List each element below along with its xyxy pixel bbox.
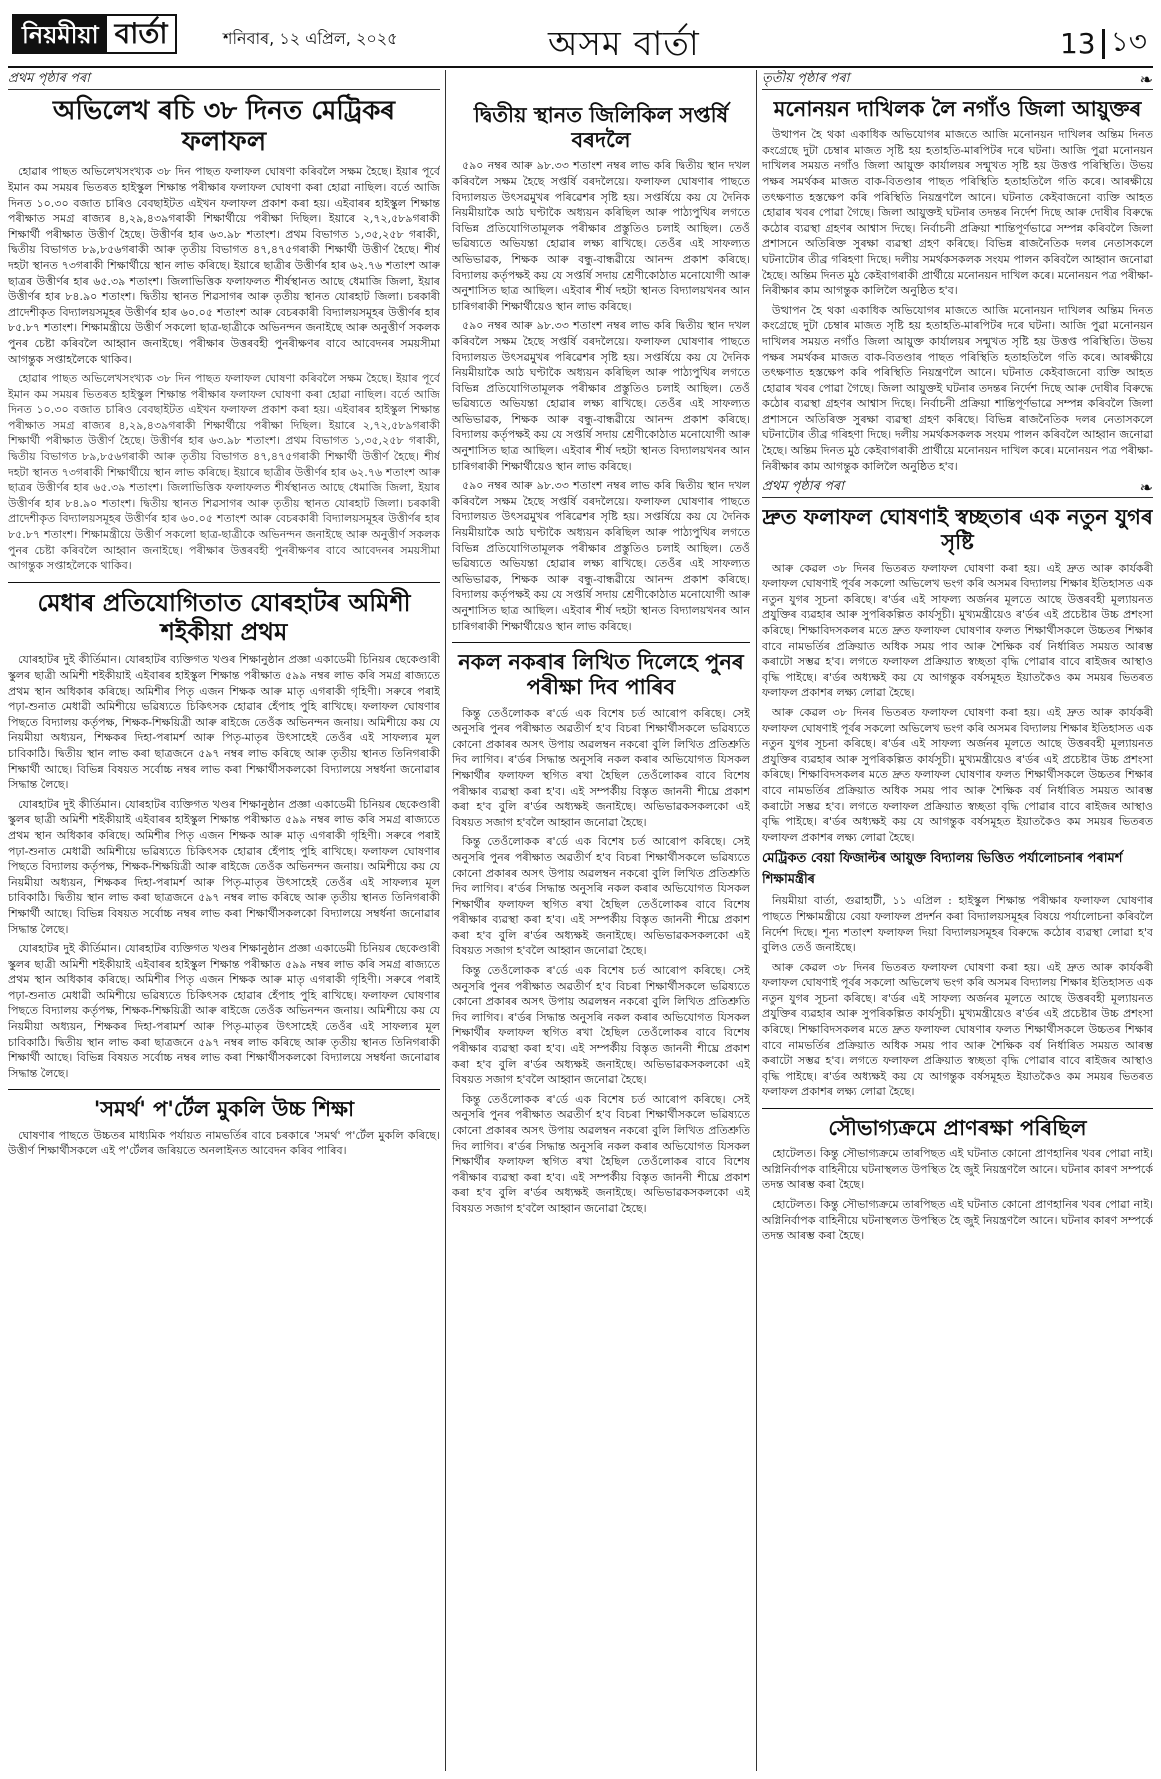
section-title: অসম বাৰ্তা [548,24,700,64]
article-separator [452,642,750,643]
headline-reexam-undertaking[interactable]: নকল নকৰাৰ লিখিত দিলেহে পুনৰ পৰীক্ষা দিব পাৰিব [458,649,744,700]
article-paragraph: কিন্তু তেওঁলোকক ৰ'ৰ্ডে এক বিশেষ চৰ্ত আৰোপ কৰিছে। সেই অনুসৰি পুনৰ পৰীক্ষাত অৱতীৰ্ণ হ'ব বিচৰা শিক্ষাৰ্থীসকলে ভৱিষ্যতে কোনো প্ৰকাৰৰ অসৎ উপায় অৱলম্বন নকৰো বুলি লিখিত প্ৰতিশ্ৰুতি দিব লাগিব। ৰ'ৰ্ডৰ সিদ্ধান্ত অনুসৰি নকল কৰাৰ অভিযোগত যিসকল শিক্ষাৰ্থীৰ ফলাফল স্থগিত ৰখা হৈছিল তেওঁলোকৰ বাবে বিশেষ পৰীক্ষাৰ ব্যৱস্থা কৰা হ'ব। এই সম্পৰ্কীয় বিস্তৃত জাননী শীঘ্ৰে প্ৰকাশ কৰা হ'ব বুলি ৰ'ৰ্ডৰ অধ্যক্ষই জনাইছে। অভিভাৱকসকলকো এই বিষয়ত সজাগ হ'বলৈ আহ্বান জনোৱা হৈছে। [452,1092,750,1215]
column-divider [756,70,757,1771]
article-body-education-minister [762,893,1153,1100]
headline-saptarshi-second[interactable]: দ্বিতীয় স্থানত জিলিকিল সপ্তৰ্ষি বৰদলৈ [473,102,729,153]
headline-narrow-escape[interactable]: সৌভাগ্যক্ৰমে প্ৰাণৰক্ষা পৰিছিল [828,1115,1087,1141]
article-paragraph: ৫৯০ নম্বৰ আৰু ৯৮.৩৩ শতাংশ নম্বৰ লাভ কৰি দ্বিতীয় স্থান দখল কৰিবলৈ সক্ষম হৈছে সপ্তৰ্ষি বৰদলৈয়ে। ফলাফল ঘোষণাৰ পাছতে বিদ্যালয়ত উৎসৱমুখৰ পৰিৱেশৰ সৃষ্টি হয়। সপ্তৰ্ষিয়ে কয় যে দৈনিক নিয়মীয়াকৈ আঠ ঘণ্টাকৈ অধ্যয়ন কৰিছিল আৰু পাঠ্যপুথিৰ লগতে বিভিন্ন প্ৰতিযোগিতামূলক পৰীক্ষাৰ প্ৰস্তুতিও চলাই আছিল। তেওঁ ভৱিষ্যতে অভিযন্তা হোৱাৰ লক্ষ্য ৰাখিছে। তেওঁৰ এই সাফল্যত অভিভাৱক, শিক্ষক আৰু বন্ধু-বান্ধৱীয়ে আনন্দ প্ৰকাশ কৰিছে। বিদ্যালয় কৰ্তৃপক্ষই কয় যে সপ্তৰ্ষি সদায় শ্ৰেণীকোঠাত মনোযোগী আৰু অনুশাসিত ছাত্ৰ আছিল। এইবাৰ শীৰ্ষ দহটা স্থানত বিদ্যালয়খনৰ আন চাৰিগৰাকী শিক্ষাৰ্থীয়েও স্থান লাভ কৰিছে। [452,479,750,633]
ornament-icon: ❧ [1139,70,1153,89]
column-right [762,70,1153,1771]
article-paragraph: যোৰহাটৰ দুই কীৰ্তিমান। যোৰহাটৰ ব্যক্তিগত খণ্ডৰ শিক্ষানুষ্ঠান প্ৰজ্ঞা একাডেমী চিনিয়ৰ ছেকেণ্ডাৰী স্কুলৰ ছাত্ৰী অমিশী শইকীয়াই এইবাৰৰ হাইস্কুল শিক্ষান্ত পৰীক্ষাত ৫৯৯ নম্বৰ লাভ কৰি সমগ্ৰ ৰাজ্যতে প্ৰথম স্থান অধিকাৰ কৰিছে। অমিশীৰ পিতৃ এজন শিক্ষক আৰু মাতৃ এগৰাকী গৃহিণী। সৰুৰে পৰাই পঢ়া-শুনাত মেধাৱী অমিশীয়ে ভৱিষ্যতে চিকিৎসক হোৱাৰ হেঁপাহ পুহি ৰাখিছে। ফলাফল ঘোষণাৰ পিছতে বিদ্যালয় কৰ্তৃপক্ষ, শিক্ষক-শিক্ষয়িত্ৰী আৰু ৰাইজে তেওঁক অভিনন্দন জনায়। অমিশীয়ে কয় যে নিয়মীয়া অধ্যয়ন, শিক্ষকৰ দিহা-পৰামৰ্শ আৰু পিতৃ-মাতৃৰ উৎসাহেই তেওঁৰ এই সাফল্যৰ মূল চাবিকাঠি। দ্বিতীয় স্থান লাভ কৰা ছাত্ৰজনে ৫৯৭ নম্বৰ লাভ কৰিছে আৰু তৃতীয় স্থানত তিনিগৰাকী শিক্ষাৰ্থী আছে। বিভিন্ন বিষয়ত সৰ্বোচ্চ নম্বৰ লাভ কৰা শিক্ষাৰ্থীসকলকো বিদ্যালয়ে সম্বৰ্ধনা জনোৱাৰ সিদ্ধান্ত লৈছে। [8,797,440,936]
masthead [8,6,1153,68]
continuation-label [762,478,1153,498]
continuation-label [8,70,440,90]
column-divider [445,70,446,1771]
article-paragraph: কিন্তু তেওঁলোকক ৰ'ৰ্ডে এক বিশেষ চৰ্ত আৰোপ কৰিছে। সেই অনুসৰি পুনৰ পৰীক্ষাত অৱতীৰ্ণ হ'ব বিচৰা শিক্ষাৰ্থীসকলে ভৱিষ্যতে কোনো প্ৰকাৰৰ অসৎ উপায় অৱলম্বন নকৰো বুলি লিখিত প্ৰতিশ্ৰুতি দিব লাগিব। ৰ'ৰ্ডৰ সিদ্ধান্ত অনুসৰি নকল কৰাৰ অভিযোগত যিসকল শিক্ষাৰ্থীৰ ফলাফল স্থগিত ৰখা হৈছিল তেওঁলোকৰ বাবে বিশেষ পৰীক্ষাৰ ব্যৱস্থা কৰা হ'ব। এই সম্পৰ্কীয় বিস্তৃত জাননী শীঘ্ৰে প্ৰকাশ কৰা হ'ব বুলি ৰ'ৰ্ডৰ অধ্যক্ষই জনাইছে। অভিভাৱকসকলকো এই বিষয়ত সজাগ হ'বলৈ আহ্বান জনোৱা হৈছে। [452,706,750,829]
column-top-spacer [452,70,750,96]
article-paragraph: ৫৯০ নম্বৰ আৰু ৯৮.৩৩ শতাংশ নম্বৰ লাভ কৰি দ্বিতীয় স্থান দখল কৰিবলৈ সক্ষম হৈছে সপ্তৰ্ষি বৰদলৈয়ে। ফলাফল ঘোষণাৰ পাছতে বিদ্যালয়ত উৎসৱমুখৰ পৰিৱেশৰ সৃষ্টি হয়। সপ্তৰ্ষিয়ে কয় যে দৈনিক নিয়মীয়াকৈ আঠ ঘণ্টাকৈ অধ্যয়ন কৰিছিল আৰু পাঠ্যপুথিৰ লগতে বিভিন্ন প্ৰতিযোগিতামূলক পৰীক্ষাৰ প্ৰস্তুতিও চলাই আছিল। তেওঁ ভৱিষ্যতে অভিযন্তা হোৱাৰ লক্ষ্য ৰাখিছে। তেওঁৰ এই সাফল্যত অভিভাৱক, শিক্ষক আৰু বন্ধু-বান্ধৱীয়ে আনন্দ প্ৰকাশ কৰিছে। বিদ্যালয় কৰ্তৃপক্ষই কয় যে সপ্তৰ্ষি সদায় শ্ৰেণীকোঠাত মনোযোগী আৰু অনুশাসিত ছাত্ৰ আছিল। এইবাৰ শীৰ্ষ দহটা স্থানত বিদ্যালয়খনৰ আন চাৰিগৰাকী শিক্ষাৰ্থীয়েও স্থান লাভ কৰিছে। [452,159,750,313]
article-body-metric-results [8,164,440,573]
article-paragraph: কিন্তু তেওঁলোকক ৰ'ৰ্ডে এক বিশেষ চৰ্ত আৰোপ কৰিছে। সেই অনুসৰি পুনৰ পৰীক্ষাত অৱতীৰ্ণ হ'ব বিচৰা শিক্ষাৰ্থীসকলে ভৱিষ্যতে কোনো প্ৰকাৰৰ অসৎ উপায় অৱলম্বন নকৰো বুলি লিখিত প্ৰতিশ্ৰুতি দিব লাগিব। ৰ'ৰ্ডৰ সিদ্ধান্ত অনুসৰি নকল কৰাৰ অভিযোগত যিসকল শিক্ষাৰ্থীৰ ফলাফল স্থগিত ৰখা হৈছিল তেওঁলোকৰ বাবে বিশেষ পৰীক্ষাৰ ব্যৱস্থা কৰা হ'ব। এই সম্পৰ্কীয় বিস্তৃত জাননী শীঘ্ৰে প্ৰকাশ কৰা হ'ব বুলি ৰ'ৰ্ডৰ অধ্যক্ষই জনাইছে। অভিভাৱকসকলকো এই বিষয়ত সজাগ হ'বলৈ আহ্বান জনোৱা হৈছে। [452,964,750,1087]
newspaper-logo[interactable] [12,14,177,54]
continuation-text: তৃতীয় পৃষ্ঠাৰ পৰা [762,71,850,86]
article-body-amishi [8,652,440,1081]
article-paragraph: হোৱাৰ পাছত অভিলেখসংখ্যক ৩৮ দিন পাছত ফলাফল ঘোষণা কৰিবলৈ সক্ষম হৈছে। ইয়াৰ পূৰ্বে ইমান কম সময়ৰ ভিতৰত হাইস্কুল শিক্ষান্ত পৰীক্ষাৰ ফলাফল ঘোষণা কৰা হোৱা নাছিল। বৰ্তে আজি দিনত ১০.৩০ বজাত চাৰিও বেবছাইটত এইখন ফলাফল প্ৰকাশ কৰা হয়। এইবাৰৰ হাইস্কুল শিক্ষান্ত পৰীক্ষাত সমগ্ৰ ৰাজ্যৰ ৪,২৯,৪৩৯গৰাকী শিক্ষাৰ্থীয়ে পৰীক্ষা দিছিল। ইয়াৰে ২,৭২,৫৮৯গৰাকী শিক্ষাৰ্থী পৰীক্ষাত উত্তীৰ্ণ হৈছে। উত্তীৰ্ণৰ হাৰ ৬৩.৯৮ শতাংশ। প্ৰথম বিভাগত ১,৩৫,২৫৮ গৰাকী, দ্বিতীয় বিভাগত ৮৯,৮৫৬গৰাকী আৰু তৃতীয় বিভাগত ৪৭,৪৭৫গৰাকী শিক্ষাৰ্থী উত্তীৰ্ণ হৈছে। শীৰ্ষ দহটা স্থানত ৭৩গৰাকী শিক্ষাৰ্থীয়ে স্থান লাভ কৰিছে। ইয়াৰে ছাত্ৰীৰ উত্তীৰ্ণৰ হাৰ ৬২.৭৬ শতাংশ আৰু ছাত্ৰৰ উত্তীৰ্ণৰ হাৰ ৬৫.৩৯ শতাংশ। জিলাভিত্তিক ফলাফলত শীৰ্ষস্থানত আছে ধেমাজি জিলা, ইয়াৰ উত্তীৰ্ণৰ হাৰ ৮৪.৯০ শতাংশ। দ্বিতীয় স্থানত শিৱসাগৰ আৰু তৃতীয় স্থানত যোৰহাট জিলা। চৰকাৰী প্ৰাদেশীকৃত বিদ্যালয়সমূহৰ উত্তীৰ্ণৰ হাৰ ৬০.০৫ শতাংশ আৰু বেচৰকাৰী বিদ্যালয়সমূহৰ উত্তীৰ্ণৰ হাৰ ৮৫.৮৭ শতাংশ। শিক্ষামন্ত্ৰীয়ে উত্তীৰ্ণ সকলো ছাত্ৰ-ছাত্ৰীকে অভিনন্দন জনাইছে আৰু অনুত্তীৰ্ণ সকলক পুনৰ চেষ্টা কৰিবলৈ আহ্বান জনাইছে। পৰীক্ষাৰ উত্তৰবহী পুনৰীক্ষণৰ বাবে আবেদনৰ সময়সীমা আগন্তুক সপ্তাহলৈকে থাকিব। [8,165,440,366]
article-paragraph: ৫৯০ নম্বৰ আৰু ৯৮.৩৩ শতাংশ নম্বৰ লাভ কৰি দ্বিতীয় স্থান দখল কৰিবলৈ সক্ষম হৈছে সপ্তৰ্ষি বৰদলৈয়ে। ফলাফল ঘোষণাৰ পাছতে বিদ্যালয়ত উৎসৱমুখৰ পৰিৱেশৰ সৃষ্টি হয়। সপ্তৰ্ষিয়ে কয় যে দৈনিক নিয়মীয়াকৈ আঠ ঘণ্টাকৈ অধ্যয়ন কৰিছিল আৰু পাঠ্যপুথিৰ লগতে বিভিন্ন প্ৰতিযোগিতামূলক পৰীক্ষাৰ প্ৰস্তুতিও চলাই আছিল। তেওঁ ভৱিষ্যতে অভিযন্তা হোৱাৰ লক্ষ্য ৰাখিছে। তেওঁৰ এই সাফল্যত অভিভাৱক, শিক্ষক আৰু বন্ধু-বান্ধৱীয়ে আনন্দ প্ৰকাশ কৰিছে। বিদ্যালয় কৰ্তৃপক্ষই কয় যে সপ্তৰ্ষি সদায় শ্ৰেণীকোঠাত মনোযোগী আৰু অনুশাসিত ছাত্ৰ আছিল। এইবাৰ শীৰ্ষ দহটা স্থানত বিদ্যালয়খনৰ আন চাৰিগৰাকী শিক্ষাৰ্থীয়েও স্থান লাভ কৰিছে। [452,319,750,473]
article-body-nagaon [762,127,1153,474]
continuation-text: প্ৰথম পৃষ্ঠাৰ পৰা [762,479,844,495]
column-left [8,70,440,1771]
article-paragraph: যোৰহাটৰ দুই কীৰ্তিমান। যোৰহাটৰ ব্যক্তিগত খণ্ডৰ শিক্ষানুষ্ঠান প্ৰজ্ঞা একাডেমী চিনিয়ৰ ছেকেণ্ডাৰী স্কুলৰ ছাত্ৰী অমিশী শইকীয়াই এইবাৰৰ হাইস্কুল শিক্ষান্ত পৰীক্ষাত ৫৯৯ নম্বৰ লাভ কৰি সমগ্ৰ ৰাজ্যতে প্ৰথম স্থান অধিকাৰ কৰিছে। অমিশীৰ পিতৃ এজন শিক্ষক আৰু মাতৃ এগৰাকী গৃহিণী। সৰুৰে পৰাই পঢ়া-শুনাত মেধাৱী অমিশীয়ে ভৱিষ্যতে চিকিৎসক হোৱাৰ হেঁপাহ পুহি ৰাখিছে। ফলাফল ঘোষণাৰ পিছতে বিদ্যালয় কৰ্তৃপক্ষ, শিক্ষক-শিক্ষয়িত্ৰী আৰু ৰাইজে তেওঁক অভিনন্দন জনায়। অমিশীয়ে কয় যে নিয়মীয়া অধ্যয়ন, শিক্ষকৰ দিহা-পৰামৰ্শ আৰু পিতৃ-মাতৃৰ উৎসাহেই তেওঁৰ এই সাফল্যৰ মূল চাবিকাঠি। দ্বিতীয় স্থান লাভ কৰা ছাত্ৰজনে ৫৯৭ নম্বৰ লাভ কৰিছে আৰু তৃতীয় স্থানত তিনিগৰাকী শিক্ষাৰ্থী আছে। বিভিন্ন বিষয়ত সৰ্বোচ্চ নম্বৰ লাভ কৰা শিক্ষাৰ্থীসকলকো বিদ্যালয়ে সম্বৰ্ধনা জনোৱাৰ সিদ্ধান্ত লৈছে। [8,653,440,792]
article-body-fast-results [762,561,1153,846]
article-body-narrow-escape [762,1146,1153,1244]
page-number-as: ১৩ [1110,25,1147,58]
headline-nagaon-nomination[interactable]: মনোনয়ন দাখিলক লৈ নগাঁও জিলা আয়ুক্তৰ [773,96,1142,121]
article-paragraph: কিন্তু তেওঁলোকক ৰ'ৰ্ডে এক বিশেষ চৰ্ত আৰোপ কৰিছে। সেই অনুসৰি পুনৰ পৰীক্ষাত অৱতীৰ্ণ হ'ব বিচৰা শিক্ষাৰ্থীসকলে ভৱিষ্যতে কোনো প্ৰকাৰৰ অসৎ উপায় অৱলম্বন নকৰো বুলি লিখিত প্ৰতিশ্ৰুতি দিব লাগিব। ৰ'ৰ্ডৰ সিদ্ধান্ত অনুসৰি নকল কৰাৰ অভিযোগত যিসকল শিক্ষাৰ্থীৰ ফলাফল স্থগিত ৰখা হৈছিল তেওঁলোকৰ বাবে বিশেষ পৰীক্ষাৰ ব্যৱস্থা কৰা হ'ব। এই সম্পৰ্কীয় বিস্তৃত জাননী শীঘ্ৰে প্ৰকাশ কৰা হ'ব বুলি ৰ'ৰ্ডৰ অধ্যক্ষই জনাইছে। অভিভাৱকসকলকো এই বিষয়ত সজাগ হ'বলৈ আহ্বান জনোৱা হৈছে। [452,835,750,958]
continuation-text: প্ৰথম পৃষ্ঠাৰ পৰা [8,71,90,86]
article-paragraph: উত্থাপন হৈ থকা একাধিক অভিযোগৰ মাজতে আজি মনোনয়ন দাখিলৰ অন্তিম দিনত কংগ্ৰেছে দুটা চেম্বাৰ মাজত সৃষ্টি হয় হতাহতি-মাৰপিটৰ দৰে ঘটনা। আজি পুৱা মনোনয়ন দাখিলৰ সময়ত নগাঁও জিলা আয়ুক্ত কাৰ্যালয়ৰ সন্মুখত সৃষ্টি হয় উত্তপ্ত পৰিস্থিতি। উভয় পক্ষৰ সমৰ্থকৰ মাজত বাক-বিতণ্ডাৰ পাছত পৰিস্থিতি হতাহতিলৈ গতি কৰে। আৰক্ষীয়ে তৎক্ষণাত হস্তক্ষেপ কৰি পৰিস্থিতি নিয়ন্ত্ৰণলৈ আনে। ঘটনাত কেইবাজনো ব্যক্তি আহত হোৱাৰ খবৰ পোৱা গৈছে। জিলা আয়ুক্তই ঘটনাৰ তদন্তৰ নিৰ্দেশ দিছে আৰু দোষীৰ বিৰুদ্ধে কঠোৰ ব্যৱস্থা গ্ৰহণৰ আশ্বাস দিছে। নিৰ্বাচনী প্ৰক্ৰিয়া শান্তিপূৰ্ণভাৱে সম্পন্ন কৰিবলৈ জিলা প্ৰশাসনে অতিৰিক্ত সুৰক্ষা ব্যৱস্থা গ্ৰহণ কৰিছে। বিভিন্ন ৰাজনৈতিক দলৰ নেতাসকলে ঘটনাটোৰ তীব্ৰ গৰিহণা দিছে। দলীয় সমৰ্থকসকলক সংযম পালন কৰিবলৈ আহ্বান জনোৱা হৈছে। অন্তিম দিনত মুঠ কেইবাগৰাকী প্ৰাৰ্থীয়ে মনোনয়ন দাখিল কৰে। মনোনয়ন পত্ৰ পৰীক্ষা-নিৰীক্ষাৰ কাম আগন্তুক কালিলৈ অনুষ্ঠিত হ'ব। [762,303,1153,473]
article-paragraph: যোৰহাটৰ দুই কীৰ্তিমান। যোৰহাটৰ ব্যক্তিগত খণ্ডৰ শিক্ষানুষ্ঠান প্ৰজ্ঞা একাডেমী চিনিয়ৰ ছেকেণ্ডাৰী স্কুলৰ ছাত্ৰী অমিশী শইকীয়াই এইবাৰৰ হাইস্কুল শিক্ষান্ত পৰীক্ষাত ৫৯৯ নম্বৰ লাভ কৰি সমগ্ৰ ৰাজ্যতে প্ৰথম স্থান অধিকাৰ কৰিছে। অমিশীৰ পিতৃ এজন শিক্ষক আৰু মাতৃ এগৰাকী গৃহিণী। সৰুৰে পৰাই পঢ়া-শুনাত মেধাৱী অমিশীয়ে ভৱিষ্যতে চিকিৎসক হোৱাৰ হেঁপাহ পুহি ৰাখিছে। ফলাফল ঘোষণাৰ পিছতে বিদ্যালয় কৰ্তৃপক্ষ, শিক্ষক-শিক্ষয়িত্ৰী আৰু ৰাইজে তেওঁক অভিনন্দন জনায়। অমিশীয়ে কয় যে নিয়মীয়া অধ্যয়ন, শিক্ষকৰ দিহা-পৰামৰ্শ আৰু পিতৃ-মাতৃৰ উৎসাহেই তেওঁৰ এই সাফল্যৰ মূল চাবিকাঠি। দ্বিতীয় স্থান লাভ কৰা ছাত্ৰজনে ৫৯৭ নম্বৰ লাভ কৰিছে আৰু তৃতীয় স্থানত তিনিগৰাকী শিক্ষাৰ্থী আছে। বিভিন্ন বিষয়ত সৰ্বোচ্চ নম্বৰ লাভ কৰা শিক্ষাৰ্থীসকলকো বিদ্যালয়ে সম্বৰ্ধনা জনোৱাৰ সিদ্ধান্ত লৈছে। [8,942,440,1080]
article-paragraph: হোটেলত। কিন্তু সৌভাগ্যক্ৰমে তাৰপিছত এই ঘটনাত কোনো প্ৰাণহানিৰ খবৰ পোৱা নাই। অগ্নিনিৰ্বাপক বাহিনীয়ে ঘটনাস্থলত উপস্থিত হৈ জুই নিয়ন্ত্ৰণলৈ আনে। ঘটনাৰ কাৰণ সম্পৰ্কে তদন্ত আৰম্ভ কৰা হৈছে। [762,1198,1153,1243]
article-paragraph: হোটেলত। কিন্তু সৌভাগ্যক্ৰমে তাৰপিছত এই ঘটনাত কোনো প্ৰাণহানিৰ খবৰ পোৱা নাই। অগ্নিনিৰ্বাপক বাহিনীয়ে ঘটনাস্থলত উপস্থিত হৈ জুই নিয়ন্ত্ৰণলৈ আনে। ঘটনাৰ কাৰণ সম্পৰ্কে তদন্ত আৰম্ভ কৰা হৈছে। [762,1147,1153,1192]
article-paragraph: আৰু কেৱল ৩৮ দিনৰ ভিতৰত ফলাফল ঘোষণা কৰা হয়। এই দ্ৰুত আৰু কাৰ্যকৰী ফলাফল ঘোষণাই পূৰ্বৰ সকলো অভিলেখ ভংগ কৰি অসমৰ বিদ্যালয় শিক্ষাৰ ইতিহাসত এক নতুন যুগৰ সূচনা কৰিছে। ৰ'ৰ্ডৰ এই সাফল্য অৰ্জনৰ মূলতে আছে উত্তৰবহী মূল্যায়নত প্ৰযুক্তিৰ ব্যৱহাৰ আৰু সুপৰিকল্পিত কাৰ্যসূচী। মুখ্যমন্ত্ৰীয়েও ৰ'ৰ্ডৰ এই প্ৰচেষ্টাৰ উচ্চ প্ৰশংসা কৰিছে। শিক্ষাবিদসকলৰ মতে দ্ৰুত ফলাফল ঘোষণাৰ ফলত শিক্ষাৰ্থীসকলে উচ্চতৰ শিক্ষাৰ বাবে নামভৰ্তিৰ প্ৰক্ৰিয়াত অধিক সময় পাব আৰু শৈক্ষিক বৰ্ষ নিৰ্ধাৰিত সময়ত আৰম্ভ কৰাটো সম্ভৱ হ'ব। লগতে ফলাফল প্ৰক্ৰিয়াত স্বচ্ছতা বৃদ্ধি পোৱাৰ বাবে ৰাইজৰ আস্থাও বৃদ্ধি পাইছে। ৰ'ৰ্ডৰ অধ্যক্ষই কয় যে আগন্তুক বৰ্ষসমূহত ইয়াতকৈও কম সময়ৰ ভিতৰত ফলাফল প্ৰকাশৰ লক্ষ্য লোৱা হৈছে। [762,705,1153,844]
headline-amishi-first[interactable]: মেধাৰ প্ৰতিযোগিতাত যোৰহাটৰ অমিশী শইকীয়া প্ৰথম [37,587,411,646]
article-paragraph: ঘোষণাৰ পাছতে উচ্চতৰ মাধ্যমিক পৰ্যায়ত নামভৰ্তিৰ বাবে চৰকাৰে 'সমৰ্থ' প'ৰ্টেল মুকলি কৰিছে। উত্তীৰ্ণ শিক্ষাৰ্থীসকলে এই প'ৰ্টেলৰ জৰিয়তে অনলাইনত আবেদন কৰিব পাৰিব। [8,1128,440,1158]
article-body-samarth [8,1128,440,1159]
headline-metric-results[interactable]: অভিলেখ ৰচি ৩৮ দিনত মেট্ৰিকৰ ফলাফল [52,96,396,158]
ornament-icon: ❧ [1139,478,1153,498]
page-number-divider [1102,29,1105,59]
article-paragraph: উত্থাপন হৈ থকা একাধিক অভিযোগৰ মাজতে আজি মনোনয়ন দাখিলৰ অন্তিম দিনত কংগ্ৰেছে দুটা চেম্বাৰ মাজত সৃষ্টি হয় হতাহতি-মাৰপিটৰ দৰে ঘটনা। আজি পুৱা মনোনয়ন দাখিলৰ সময়ত নগাঁও জিলা আয়ুক্ত কাৰ্যালয়ৰ সন্মুখত সৃষ্টি হয় উত্তপ্ত পৰিস্থিতি। উভয় পক্ষৰ সমৰ্থকৰ মাজত বাক-বিতণ্ডাৰ পাছত পৰিস্থিতি হতাহতিলৈ গতি কৰে। আৰক্ষীয়ে তৎক্ষণাত হস্তক্ষেপ কৰি পৰিস্থিতি নিয়ন্ত্ৰণলৈ আনে। ঘটনাত কেইবাজনো ব্যক্তি আহত হোৱাৰ খবৰ পোৱা গৈছে। জিলা আয়ুক্তই ঘটনাৰ তদন্তৰ নিৰ্দেশ দিছে আৰু দোষীৰ বিৰুদ্ধে কঠোৰ ব্যৱস্থা গ্ৰহণৰ আশ্বাস দিছে। নিৰ্বাচনী প্ৰক্ৰিয়া শান্তিপূৰ্ণভাৱে সম্পন্ন কৰিবলৈ জিলা প্ৰশাসনে অতিৰিক্ত সুৰক্ষা ব্যৱস্থা গ্ৰহণ কৰিছে। বিভিন্ন ৰাজনৈতিক দলৰ নেতাসকলে ঘটনাটোৰ তীব্ৰ গৰিহণা দিছে। দলীয় সমৰ্থকসকলক সংযম পালন কৰিবলৈ আহ্বান জনোৱা হৈছে। অন্তিম দিনত মুঠ কেইবাগৰাকী প্ৰাৰ্থীয়ে মনোনয়ন দাখিল কৰে। মনোনয়ন পত্ৰ পৰীক্ষা-নিৰীক্ষাৰ কাম আগন্তুক কালিলৈ অনুষ্ঠিত হ'ব। [762,128,1153,298]
article-separator [8,1089,440,1090]
headline-samarth-portal[interactable]: 'সমৰ্থ' প'ৰ্টেল মুকলি উচ্চ শিক্ষা [93,1096,355,1122]
article-paragraph: আৰু কেৱল ৩৮ দিনৰ ভিতৰত ফলাফল ঘোষণা কৰা হয়। এই দ্ৰুত আৰু কাৰ্যকৰী ফলাফল ঘোষণাই পূৰ্বৰ সকলো অভিলেখ ভংগ কৰি অসমৰ বিদ্যালয় শিক্ষাৰ ইতিহাসত এক নতুন যুগৰ সূচনা কৰিছে। ৰ'ৰ্ডৰ এই সাফল্য অৰ্জনৰ মূলতে আছে উত্তৰবহী মূল্যায়নত প্ৰযুক্তিৰ ব্যৱহাৰ আৰু সুপৰিকল্পিত কাৰ্যসূচী। মুখ্যমন্ত্ৰীয়েও ৰ'ৰ্ডৰ এই প্ৰচেষ্টাৰ উচ্চ প্ৰশংসা কৰিছে। শিক্ষাবিদসকলৰ মতে দ্ৰুত ফলাফল ঘোষণাৰ ফলত শিক্ষাৰ্থীসকলে উচ্চতৰ শিক্ষাৰ বাবে নামভৰ্তিৰ প্ৰক্ৰিয়াত অধিক সময় পাব আৰু শৈক্ষিক বৰ্ষ নিৰ্ধাৰিত সময়ত আৰম্ভ কৰাটো সম্ভৱ হ'ব। লগতে ফলাফল প্ৰক্ৰিয়াত স্বচ্ছতা বৃদ্ধি পোৱাৰ বাবে ৰাইজৰ আস্থাও বৃদ্ধি পাইছে। ৰ'ৰ্ডৰ অধ্যক্ষই কয় যে আগন্তুক বৰ্ষসমূহত ইয়াতকৈও কম সময়ৰ ভিতৰত ফলাফল প্ৰকাশৰ লক্ষ্য লোৱা হৈছে। [762,960,1153,1099]
logo-part1: নিয়মীয়া [14,16,107,52]
logo-part2: বাৰ্তা [114,17,168,50]
article-paragraph: হোৱাৰ পাছত অভিলেখসংখ্যক ৩৮ দিন পাছত ফলাফল ঘোষণা কৰিবলৈ সক্ষম হৈছে। ইয়াৰ পূৰ্বে ইমান কম সময়ৰ ভিতৰত হাইস্কুল শিক্ষান্ত পৰীক্ষাৰ ফলাফল ঘোষণা কৰা হোৱা নাছিল। বৰ্তে আজি দিনত ১০.৩০ বজাত চাৰিও বেবছাইটত এইখন ফলাফল প্ৰকাশ কৰা হয়। এইবাৰৰ হাইস্কুল শিক্ষান্ত পৰীক্ষাত সমগ্ৰ ৰাজ্যৰ ৪,২৯,৪৩৯গৰাকী শিক্ষাৰ্থীয়ে পৰীক্ষা দিছিল। ইয়াৰে ২,৭২,৫৮৯গৰাকী শিক্ষাৰ্থী পৰীক্ষাত উত্তীৰ্ণ হৈছে। উত্তীৰ্ণৰ হাৰ ৬৩.৯৮ শতাংশ। প্ৰথম বিভাগত ১,৩৫,২৫৮ গৰাকী, দ্বিতীয় বিভাগত ৮৯,৮৫৬গৰাকী আৰু তৃতীয় বিভাগত ৪৭,৪৭৫গৰাকী শিক্ষাৰ্থী উত্তীৰ্ণ হৈছে। শীৰ্ষ দহটা স্থানত ৭৩গৰাকী শিক্ষাৰ্থীয়ে স্থান লাভ কৰিছে। ইয়াৰে ছাত্ৰীৰ উত্তীৰ্ণৰ হাৰ ৬২.৭৬ শতাংশ আৰু ছাত্ৰৰ উত্তীৰ্ণৰ হাৰ ৬৫.৩৯ শতাংশ। জিলাভিত্তিক ফলাফলত শীৰ্ষস্থানত আছে ধেমাজি জিলা, ইয়াৰ উত্তীৰ্ণৰ হাৰ ৮৪.৯০ শতাংশ। দ্বিতীয় স্থানত শিৱসাগৰ আৰু তৃতীয় স্থানত যোৰহাট জিলা। চৰকাৰী প্ৰাদেশীকৃত বিদ্যালয়সমূহৰ উত্তীৰ্ণৰ হাৰ ৬০.০৫ শতাংশ আৰু বেচৰকাৰী বিদ্যালয়সমূহৰ উত্তীৰ্ণৰ হাৰ ৮৫.৮৭ শতাংশ। শিক্ষামন্ত্ৰীয়ে উত্তীৰ্ণ সকলো ছাত্ৰ-ছাত্ৰীকে অভিনন্দন জনাইছে আৰু অনুত্তীৰ্ণ সকলক পুনৰ চেষ্টা কৰিবলৈ আহ্বান জনাইছে। পৰীক্ষাৰ উত্তৰবহী পুনৰীক্ষণৰ বাবে আবেদনৰ সময়সীমা আগন্তুক সপ্তাহলৈকে থাকিব। [8,372,440,573]
subheadline-education-minister: মেট্ৰিকত বেয়া ফিজাল্টৰ আয়ুক্ত বিদ্যালয় ভিত্তিত পৰ্যালোচনাৰ পৰামৰ্শ শিক্ষামন্ত্ৰীৰ [762,851,1123,888]
continuation-label [762,70,1153,90]
column-middle [452,70,750,1771]
article-separator [8,582,440,583]
issue-date: শনিবাৰ, ১২ এপ্ৰিল, ২০২৫ [223,29,398,48]
page-number [1060,20,1147,67]
article-paragraph: নিয়মীয়া বাৰ্তা, গুৱাহাটী, ১১ এপ্ৰিল : হাইস্কুল শিক্ষান্ত পৰীক্ষাৰ ফলাফল ঘোষণাৰ পাছতে শিক্ষামন্ত্ৰীয়ে বেয়া ফলাফল প্ৰদৰ্শন কৰা বিদ্যালয়সমূহৰ বিষয়ে পৰ্যালোচনা কৰিবলৈ নিৰ্দেশ দিছে। শূন্য শতাংশ ফলাফল দিয়া বিদ্যালয়সমূহৰ বিৰুদ্ধে কঠোৰ ব্যৱস্থা লোৱা হ'ব বুলিও তেওঁ জনাইছে। [762,894,1153,955]
article-body-reexam [452,706,750,1217]
page-number-en: 13 [1059,27,1096,60]
article-paragraph: আৰু কেৱল ৩৮ দিনৰ ভিতৰত ফলাফল ঘোষণা কৰা হয়। এই দ্ৰুত আৰু কাৰ্যকৰী ফলাফল ঘোষণাই পূৰ্বৰ সকলো অভিলেখ ভংগ কৰি অসমৰ বিদ্যালয় শিক্ষাৰ ইতিহাসত এক নতুন যুগৰ সূচনা কৰিছে। ৰ'ৰ্ডৰ এই সাফল্য অৰ্জনৰ মূলতে আছে উত্তৰবহী মূল্যায়নত প্ৰযুক্তিৰ ব্যৱহাৰ আৰু সুপৰিকল্পিত কাৰ্যসূচী। মুখ্যমন্ত্ৰীয়েও ৰ'ৰ্ডৰ এই প্ৰচেষ্টাৰ উচ্চ প্ৰশংসা কৰিছে। শিক্ষাবিদসকলৰ মতে দ্ৰুত ফলাফল ঘোষণাৰ ফলত শিক্ষাৰ্থীসকলে উচ্চতৰ শিক্ষাৰ বাবে নামভৰ্তিৰ প্ৰক্ৰিয়াত অধিক সময় পাব আৰু শৈক্ষিক বৰ্ষ নিৰ্ধাৰিত সময়ত আৰম্ভ কৰাটো সম্ভৱ হ'ব। লগতে ফলাফল প্ৰক্ৰিয়াত স্বচ্ছতা বৃদ্ধি পোৱাৰ বাবে ৰাইজৰ আস্থাও বৃদ্ধি পাইছে। ৰ'ৰ্ডৰ অধ্যক্ষই কয় যে আগন্তুক বৰ্ষসমূহত ইয়াতকৈও কম সময়ৰ ভিতৰত ফলাফল প্ৰকাশৰ লক্ষ্য লোৱা হৈছে। [762,561,1153,700]
headline-fast-results[interactable]: দ্ৰুত ফলাফল ঘোষণাই স্বচ্ছতাৰ এক নতুন যুগৰ সৃষ্টি [762,504,1153,555]
article-separator [762,1108,1153,1109]
article-body-saptarshi [452,158,750,634]
